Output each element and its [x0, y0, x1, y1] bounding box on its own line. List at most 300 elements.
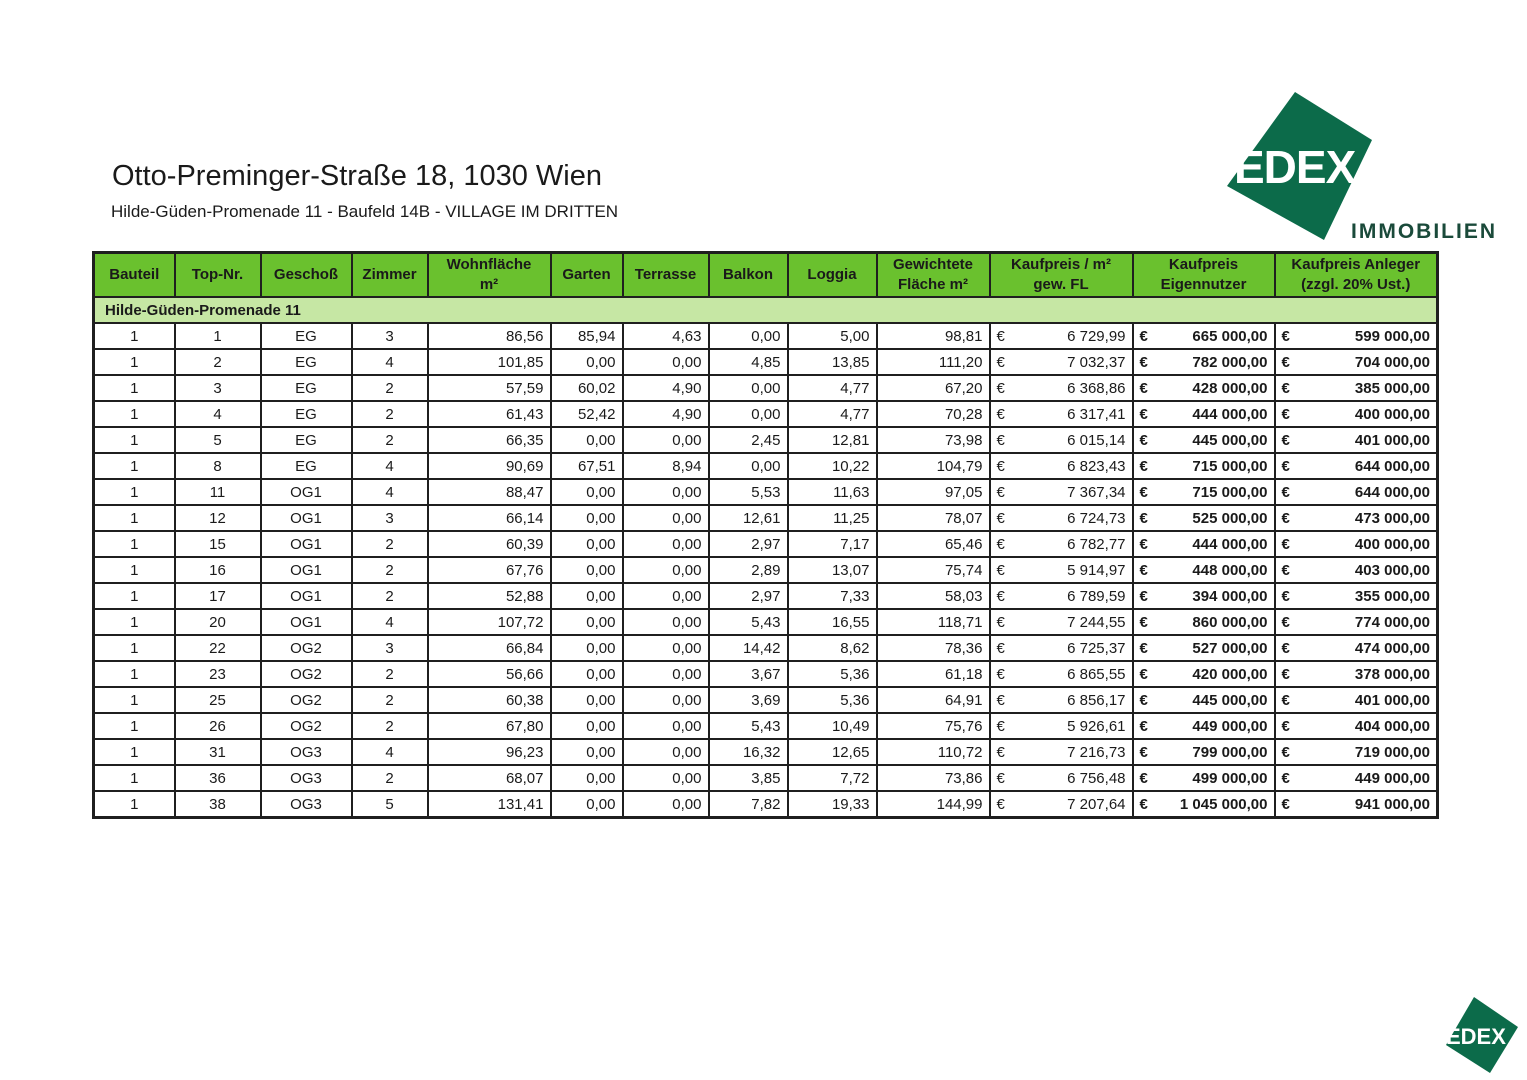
cell-kaufpreis-m2	[990, 427, 1133, 453]
cell-garten: 0,00	[551, 427, 623, 453]
cell-geschoss: EG	[261, 375, 352, 401]
table-row	[94, 375, 1438, 401]
cell-bauteil: 1	[94, 765, 175, 791]
cell-kaufpreis-m2	[990, 531, 1133, 557]
cell-kaufpreis-eigennutzer	[1133, 375, 1275, 401]
amount: 5 926,61	[1067, 717, 1126, 735]
cell-kaufpreis-anleger	[1275, 427, 1438, 453]
amount: 403 000,00	[1354, 561, 1430, 579]
currency-symbol: €	[1139, 639, 1148, 657]
cell-gewichtete-flaeche: 97,05	[877, 479, 990, 505]
cell-zimmer: 3	[352, 635, 428, 661]
cell-terrasse: 0,00	[623, 531, 709, 557]
cell-top-nr: 4	[175, 401, 261, 427]
cell-wohnflaeche: 88,47	[428, 479, 551, 505]
cell-loggia: 13,85	[788, 349, 877, 375]
cell-bauteil: 1	[94, 375, 175, 401]
cell-top-nr: 38	[175, 791, 261, 818]
cell-loggia: 4,77	[788, 375, 877, 401]
cell-bauteil: 1	[94, 791, 175, 818]
group-label: Hilde-Güden-Promenade 11	[94, 297, 1438, 323]
cell-zimmer: 4	[352, 479, 428, 505]
cell-geschoss: EG	[261, 427, 352, 453]
amount: 400 000,00	[1354, 535, 1430, 553]
cell-garten: 0,00	[551, 349, 623, 375]
edex-logo	[1220, 90, 1510, 250]
cell-kaufpreis-m2	[990, 765, 1133, 791]
cell-bauteil: 1	[94, 479, 175, 505]
cell-kaufpreis-m2	[990, 739, 1133, 765]
table-row	[94, 401, 1438, 427]
cell-kaufpreis-anleger	[1275, 375, 1438, 401]
cell-zimmer: 2	[352, 765, 428, 791]
cell-bauteil: 1	[94, 583, 175, 609]
header-bauteil: Bauteil	[94, 253, 175, 298]
cell-garten: 0,00	[551, 635, 623, 661]
currency-symbol: €	[996, 769, 1005, 787]
cell-kaufpreis-anleger	[1275, 401, 1438, 427]
amount: 444 000,00	[1192, 405, 1268, 423]
amount: 499 000,00	[1192, 769, 1268, 787]
currency-symbol: €	[996, 535, 1005, 553]
cell-wohnflaeche: 67,80	[428, 713, 551, 739]
header-kaufpreis-m2: Kaufpreis / m² gew. FL	[990, 253, 1133, 298]
cell-zimmer: 2	[352, 375, 428, 401]
amount: 449 000,00	[1192, 717, 1268, 735]
cell-wohnflaeche: 68,07	[428, 765, 551, 791]
amount: 7 367,34	[1067, 483, 1126, 501]
cell-terrasse: 0,00	[623, 765, 709, 791]
currency-symbol: €	[1281, 639, 1290, 657]
cell-bauteil: 1	[94, 557, 175, 583]
cell-kaufpreis-eigennutzer	[1133, 713, 1275, 739]
cell-garten: 60,02	[551, 375, 623, 401]
cell-geschoss: EG	[261, 401, 352, 427]
cell-kaufpreis-m2	[990, 661, 1133, 687]
cell-wohnflaeche: 66,14	[428, 505, 551, 531]
cell-geschoss: OG1	[261, 531, 352, 557]
logo-tagline: IMMOBILIEN	[1351, 220, 1497, 243]
cell-top-nr: 23	[175, 661, 261, 687]
cell-top-nr: 16	[175, 557, 261, 583]
cell-geschoss: OG1	[261, 557, 352, 583]
amount: 599 000,00	[1354, 327, 1430, 345]
currency-symbol: €	[1281, 535, 1290, 553]
header-gewichtete-flaeche: Gewichtete Fläche m²	[877, 253, 990, 298]
cell-bauteil: 1	[94, 401, 175, 427]
currency-symbol: €	[1281, 795, 1290, 813]
cell-top-nr: 36	[175, 765, 261, 791]
group-row	[94, 297, 1438, 323]
cell-balkon: 16,32	[709, 739, 788, 765]
cell-top-nr: 15	[175, 531, 261, 557]
amount: 449 000,00	[1354, 769, 1430, 787]
currency-symbol: €	[1139, 561, 1148, 579]
amount: 448 000,00	[1192, 561, 1268, 579]
currency-symbol: €	[996, 561, 1005, 579]
currency-symbol: €	[1139, 509, 1148, 527]
cell-kaufpreis-anleger	[1275, 765, 1438, 791]
table-row	[94, 453, 1438, 479]
cell-bauteil: 1	[94, 453, 175, 479]
header-balkon: Balkon	[709, 253, 788, 298]
amount: 355 000,00	[1354, 587, 1430, 605]
currency-symbol: €	[996, 327, 1005, 345]
currency-symbol: €	[996, 509, 1005, 527]
amount: 7 207,64	[1067, 795, 1126, 813]
cell-garten: 85,94	[551, 323, 623, 349]
amount: 420 000,00	[1192, 665, 1268, 683]
currency-symbol: €	[1281, 457, 1290, 475]
cell-bauteil: 1	[94, 609, 175, 635]
page-subtitle: Hilde-Güden-Promenade 11 - Baufeld 14B - VILLAGE IM DRITTEN	[111, 202, 619, 221]
cell-kaufpreis-anleger	[1275, 349, 1438, 375]
cell-zimmer: 2	[352, 661, 428, 687]
cell-kaufpreis-eigennutzer	[1133, 323, 1275, 349]
cell-kaufpreis-m2	[990, 557, 1133, 583]
currency-symbol: €	[996, 665, 1005, 683]
cell-bauteil: 1	[94, 531, 175, 557]
cell-kaufpreis-eigennutzer	[1133, 609, 1275, 635]
cell-wohnflaeche: 107,72	[428, 609, 551, 635]
amount: 6 724,73	[1067, 509, 1126, 527]
cell-garten: 67,51	[551, 453, 623, 479]
cell-geschoss: OG2	[261, 713, 352, 739]
cell-top-nr: 31	[175, 739, 261, 765]
currency-symbol: €	[1281, 405, 1290, 423]
currency-symbol: €	[996, 405, 1005, 423]
cell-terrasse: 0,00	[623, 557, 709, 583]
cell-wohnflaeche: 101,85	[428, 349, 551, 375]
table-row	[94, 635, 1438, 661]
cell-terrasse: 0,00	[623, 687, 709, 713]
cell-garten: 0,00	[551, 687, 623, 713]
amount: 394 000,00	[1192, 587, 1268, 605]
cell-gewichtete-flaeche: 104,79	[877, 453, 990, 479]
cell-kaufpreis-m2	[990, 609, 1133, 635]
cell-geschoss: OG1	[261, 479, 352, 505]
cell-gewichtete-flaeche: 78,36	[877, 635, 990, 661]
amount: 7 216,73	[1067, 743, 1126, 761]
amount: 6 725,37	[1067, 639, 1126, 657]
currency-symbol: €	[996, 587, 1005, 605]
cell-top-nr: 26	[175, 713, 261, 739]
amount: 7 244,55	[1067, 613, 1126, 631]
cell-wohnflaeche: 60,39	[428, 531, 551, 557]
currency-symbol: €	[1281, 769, 1290, 787]
cell-wohnflaeche: 56,66	[428, 661, 551, 687]
table-row	[94, 791, 1438, 818]
currency-symbol: €	[1281, 327, 1290, 345]
cell-kaufpreis-anleger	[1275, 661, 1438, 687]
currency-symbol: €	[996, 613, 1005, 631]
currency-symbol: €	[996, 457, 1005, 475]
currency-symbol: €	[1139, 327, 1148, 345]
amount: 799 000,00	[1192, 743, 1268, 761]
cell-garten: 0,00	[551, 557, 623, 583]
cell-bauteil: 1	[94, 323, 175, 349]
cell-kaufpreis-anleger	[1275, 791, 1438, 818]
cell-balkon: 2,97	[709, 531, 788, 557]
amount: 782 000,00	[1192, 353, 1268, 371]
header-kaufpreis-eigennutzer: Kaufpreis Eigennutzer	[1133, 253, 1275, 298]
amount: 715 000,00	[1192, 483, 1268, 501]
amount: 400 000,00	[1354, 405, 1430, 423]
amount: 6 856,17	[1067, 691, 1126, 709]
cell-kaufpreis-anleger	[1275, 687, 1438, 713]
cell-wohnflaeche: 57,59	[428, 375, 551, 401]
cell-kaufpreis-anleger	[1275, 453, 1438, 479]
cell-zimmer: 4	[352, 349, 428, 375]
cell-zimmer: 4	[352, 609, 428, 635]
amount: 715 000,00	[1192, 457, 1268, 475]
cell-balkon: 2,45	[709, 427, 788, 453]
table-row	[94, 661, 1438, 687]
currency-symbol: €	[1139, 431, 1148, 449]
currency-symbol: €	[1281, 743, 1290, 761]
amount: 665 000,00	[1192, 327, 1268, 345]
cell-kaufpreis-anleger	[1275, 635, 1438, 661]
header-terrasse: Terrasse	[623, 253, 709, 298]
table-row	[94, 583, 1438, 609]
cell-kaufpreis-anleger	[1275, 583, 1438, 609]
cell-kaufpreis-m2	[990, 687, 1133, 713]
cell-balkon: 0,00	[709, 323, 788, 349]
cell-balkon: 14,42	[709, 635, 788, 661]
header-kaufpreis-anleger: Kaufpreis Anleger (zzgl. 20% Ust.)	[1275, 253, 1438, 298]
cell-kaufpreis-anleger	[1275, 739, 1438, 765]
cell-gewichtete-flaeche: 111,20	[877, 349, 990, 375]
cell-loggia: 7,33	[788, 583, 877, 609]
currency-symbol: €	[996, 717, 1005, 735]
cell-terrasse: 0,00	[623, 505, 709, 531]
cell-loggia: 13,07	[788, 557, 877, 583]
cell-kaufpreis-eigennutzer	[1133, 635, 1275, 661]
amount: 7 032,37	[1067, 353, 1126, 371]
amount: 644 000,00	[1354, 483, 1430, 501]
header-wohnflaeche: Wohnfläche m²	[428, 253, 551, 298]
table-row	[94, 349, 1438, 375]
cell-gewichtete-flaeche: 65,46	[877, 531, 990, 557]
amount: 5 914,97	[1067, 561, 1126, 579]
cell-bauteil: 1	[94, 635, 175, 661]
cell-gewichtete-flaeche: 64,91	[877, 687, 990, 713]
currency-symbol: €	[996, 639, 1005, 657]
cell-balkon: 3,69	[709, 687, 788, 713]
cell-kaufpreis-eigennutzer	[1133, 349, 1275, 375]
cell-wohnflaeche: 86,56	[428, 323, 551, 349]
currency-symbol: €	[1281, 665, 1290, 683]
cell-top-nr: 12	[175, 505, 261, 531]
table-row	[94, 687, 1438, 713]
table-row	[94, 713, 1438, 739]
table-row	[94, 609, 1438, 635]
cell-geschoss: OG2	[261, 687, 352, 713]
cell-kaufpreis-m2	[990, 375, 1133, 401]
edex-logo-small	[1440, 995, 1520, 1075]
cell-zimmer: 3	[352, 323, 428, 349]
cell-kaufpreis-eigennutzer	[1133, 453, 1275, 479]
cell-balkon: 7,82	[709, 791, 788, 818]
currency-symbol: €	[996, 483, 1005, 501]
cell-garten: 0,00	[551, 661, 623, 687]
cell-gewichtete-flaeche: 75,74	[877, 557, 990, 583]
cell-top-nr: 3	[175, 375, 261, 401]
cell-balkon: 5,53	[709, 479, 788, 505]
amount: 473 000,00	[1354, 509, 1430, 527]
cell-kaufpreis-eigennutzer	[1133, 401, 1275, 427]
cell-zimmer: 2	[352, 583, 428, 609]
cell-kaufpreis-eigennutzer	[1133, 427, 1275, 453]
cell-gewichtete-flaeche: 78,07	[877, 505, 990, 531]
currency-symbol: €	[1139, 743, 1148, 761]
cell-kaufpreis-m2	[990, 583, 1133, 609]
cell-terrasse: 0,00	[623, 635, 709, 661]
currency-symbol: €	[996, 431, 1005, 449]
cell-wohnflaeche: 66,35	[428, 427, 551, 453]
cell-kaufpreis-m2	[990, 791, 1133, 818]
cell-terrasse: 0,00	[623, 583, 709, 609]
cell-zimmer: 2	[352, 531, 428, 557]
cell-zimmer: 2	[352, 687, 428, 713]
cell-garten: 0,00	[551, 531, 623, 557]
cell-terrasse: 0,00	[623, 739, 709, 765]
cell-loggia: 5,00	[788, 323, 877, 349]
currency-symbol: €	[1281, 379, 1290, 397]
header-garten: Garten	[551, 253, 623, 298]
amount: 401 000,00	[1354, 431, 1430, 449]
cell-balkon: 12,61	[709, 505, 788, 531]
cell-kaufpreis-m2	[990, 479, 1133, 505]
cell-garten: 0,00	[551, 479, 623, 505]
cell-kaufpreis-m2	[990, 453, 1133, 479]
currency-symbol: €	[1281, 483, 1290, 501]
cell-garten: 0,00	[551, 609, 623, 635]
cell-loggia: 16,55	[788, 609, 877, 635]
cell-gewichtete-flaeche: 110,72	[877, 739, 990, 765]
cell-terrasse: 4,90	[623, 401, 709, 427]
cell-zimmer: 5	[352, 791, 428, 818]
cell-kaufpreis-anleger	[1275, 531, 1438, 557]
cell-kaufpreis-m2	[990, 635, 1133, 661]
logo-wordmark: EDEX	[1234, 141, 1356, 193]
amount: 6 015,14	[1067, 431, 1126, 449]
table-row	[94, 739, 1438, 765]
amount: 644 000,00	[1354, 457, 1430, 475]
cell-gewichtete-flaeche: 98,81	[877, 323, 990, 349]
cell-wohnflaeche: 131,41	[428, 791, 551, 818]
cell-balkon: 0,00	[709, 375, 788, 401]
amount: 401 000,00	[1354, 691, 1430, 709]
cell-kaufpreis-eigennutzer	[1133, 765, 1275, 791]
amount: 6 782,77	[1067, 535, 1126, 553]
cell-garten: 0,00	[551, 505, 623, 531]
cell-gewichtete-flaeche: 73,98	[877, 427, 990, 453]
cell-geschoss: OG1	[261, 609, 352, 635]
cell-garten: 0,00	[551, 791, 623, 818]
amount: 941 000,00	[1354, 795, 1430, 813]
cell-kaufpreis-m2	[990, 323, 1133, 349]
amount: 1 045 000,00	[1179, 795, 1268, 813]
cell-zimmer: 2	[352, 713, 428, 739]
cell-gewichtete-flaeche: 58,03	[877, 583, 990, 609]
cell-balkon: 3,85	[709, 765, 788, 791]
cell-terrasse: 0,00	[623, 427, 709, 453]
cell-terrasse: 0,00	[623, 479, 709, 505]
cell-kaufpreis-anleger	[1275, 557, 1438, 583]
cell-top-nr: 11	[175, 479, 261, 505]
amount: 444 000,00	[1192, 535, 1268, 553]
header-top-nr: Top-Nr.	[175, 253, 261, 298]
amount: 527 000,00	[1192, 639, 1268, 657]
cell-geschoss: EG	[261, 323, 352, 349]
cell-wohnflaeche: 60,38	[428, 687, 551, 713]
cell-geschoss: OG2	[261, 635, 352, 661]
cell-kaufpreis-eigennutzer	[1133, 479, 1275, 505]
cell-wohnflaeche: 96,23	[428, 739, 551, 765]
currency-symbol: €	[996, 379, 1005, 397]
table-row	[94, 427, 1438, 453]
amount: 704 000,00	[1354, 353, 1430, 371]
cell-loggia: 7,17	[788, 531, 877, 557]
cell-zimmer: 3	[352, 505, 428, 531]
amount: 445 000,00	[1192, 431, 1268, 449]
cell-top-nr: 8	[175, 453, 261, 479]
currency-symbol: €	[996, 353, 1005, 371]
currency-symbol: €	[1139, 613, 1148, 631]
amount: 378 000,00	[1354, 665, 1430, 683]
cell-kaufpreis-m2	[990, 713, 1133, 739]
cell-gewichtete-flaeche: 144,99	[877, 791, 990, 818]
cell-kaufpreis-eigennutzer	[1133, 791, 1275, 818]
cell-kaufpreis-eigennutzer	[1133, 687, 1275, 713]
cell-geschoss: OG1	[261, 583, 352, 609]
cell-balkon: 2,89	[709, 557, 788, 583]
cell-top-nr: 2	[175, 349, 261, 375]
cell-balkon: 5,43	[709, 713, 788, 739]
table-row	[94, 323, 1438, 349]
cell-loggia: 5,36	[788, 687, 877, 713]
currency-symbol: €	[1281, 509, 1290, 527]
cell-bauteil: 1	[94, 739, 175, 765]
table-row	[94, 765, 1438, 791]
cell-bauteil: 1	[94, 713, 175, 739]
header-zimmer: Zimmer	[352, 253, 428, 298]
currency-symbol: €	[1281, 431, 1290, 449]
cell-terrasse: 8,94	[623, 453, 709, 479]
currency-symbol: €	[1139, 587, 1148, 605]
cell-kaufpreis-eigennutzer	[1133, 739, 1275, 765]
table-row	[94, 531, 1438, 557]
cell-bauteil: 1	[94, 505, 175, 531]
amount: 428 000,00	[1192, 379, 1268, 397]
cell-wohnflaeche: 90,69	[428, 453, 551, 479]
cell-kaufpreis-anleger	[1275, 505, 1438, 531]
cell-bauteil: 1	[94, 427, 175, 453]
cell-bauteil: 1	[94, 349, 175, 375]
cell-wohnflaeche: 67,76	[428, 557, 551, 583]
cell-kaufpreis-eigennutzer	[1133, 583, 1275, 609]
cell-kaufpreis-eigennutzer	[1133, 661, 1275, 687]
table-row	[94, 557, 1438, 583]
cell-wohnflaeche: 66,84	[428, 635, 551, 661]
cell-bauteil: 1	[94, 687, 175, 713]
currency-symbol: €	[1139, 483, 1148, 501]
cell-gewichtete-flaeche: 75,76	[877, 713, 990, 739]
header-geschoss: Geschoß	[261, 253, 352, 298]
amount: 404 000,00	[1354, 717, 1430, 735]
currency-symbol: €	[1139, 405, 1148, 423]
